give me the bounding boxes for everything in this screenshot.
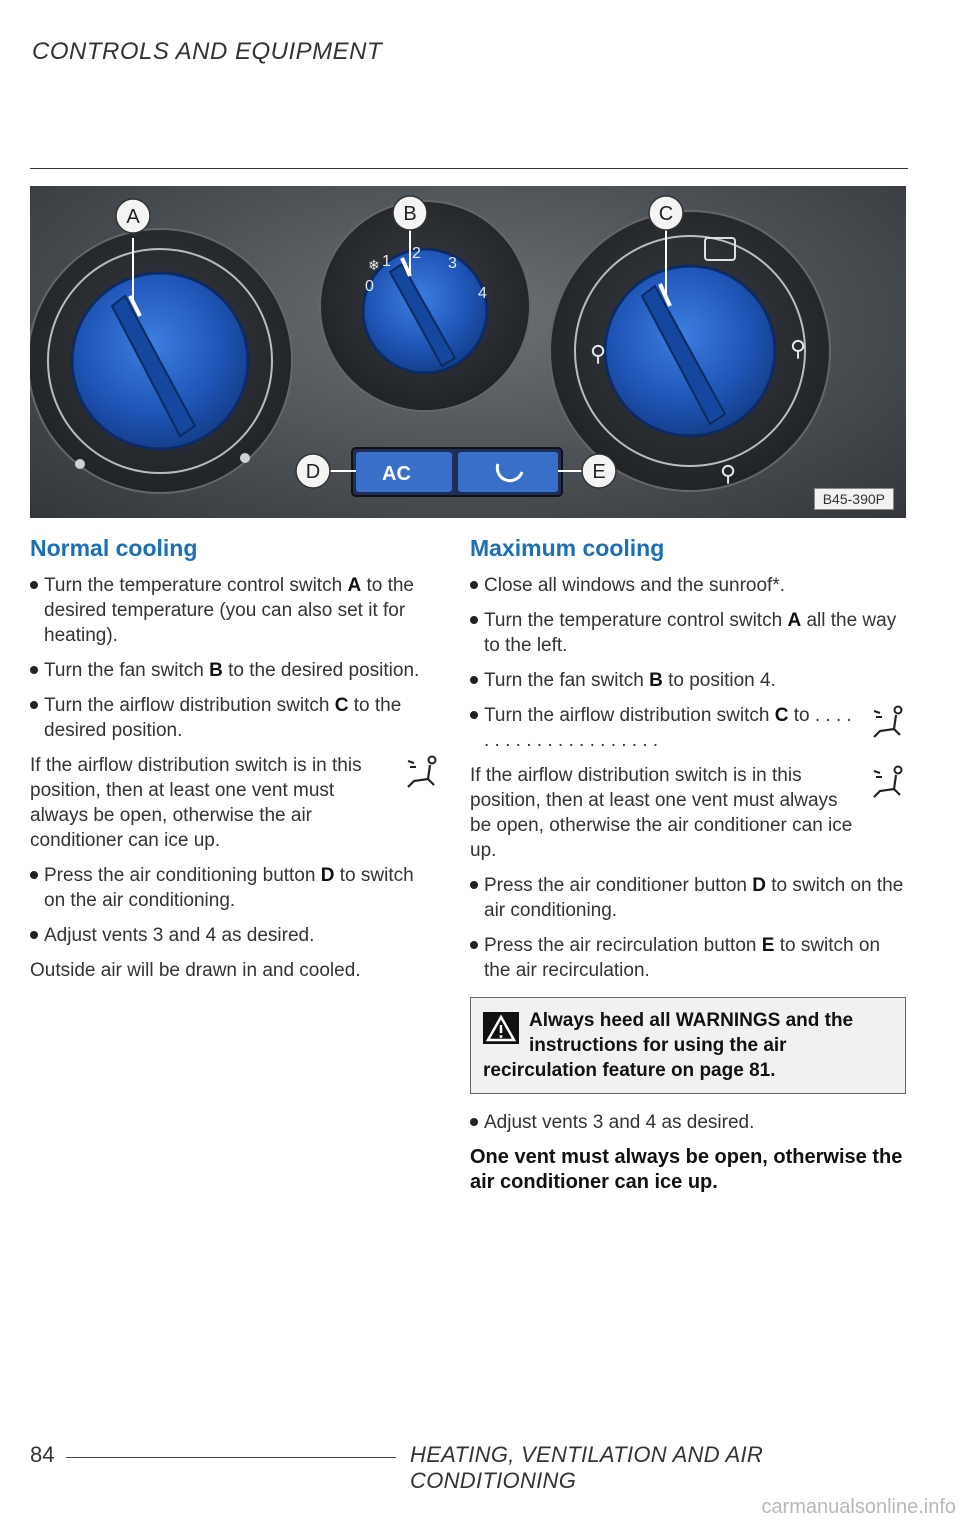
warning-box — [470, 997, 906, 1094]
callout-d — [296, 454, 330, 488]
vent-face-floor-icon: ⚲ — [720, 462, 737, 487]
vent-floor-icon — [870, 705, 906, 739]
airflow-knob-c — [550, 211, 830, 491]
ac-button-panel — [330, 448, 582, 496]
vent-note: If the airflow distribution switch is in this position, then at least one vent must always be open, otherwise the air conditioner can ice up. — [30, 753, 440, 853]
vent-floor-icon — [404, 755, 440, 789]
list-item: Adjust vents 3 and 4 as desired. — [30, 923, 440, 948]
list-item: Press the air conditioner button D to switch on the air conditioning. — [470, 873, 906, 923]
list-item: Turn the temperature control switch A to the desired temperature (you can also set it for heating). — [30, 573, 440, 648]
temperature-knob-a — [30, 229, 292, 493]
callout-b — [393, 196, 427, 230]
snowflake-icon: ❄ — [368, 258, 380, 274]
maximum-cooling-heading: Maximum cooling — [470, 535, 665, 561]
svg-text:C: C — [658, 203, 674, 225]
list-item: Close all windows and the sunroof*. — [470, 573, 906, 598]
list-item: Adjust vents 3 and 4 as desired. — [470, 1110, 906, 1135]
climate-control-figure — [30, 186, 906, 518]
list-item: Turn the airflow distribution switch C to . . . . . . . . . . . . . . . . . . . . . — [470, 703, 906, 753]
fan-scale-1: 1 — [382, 253, 391, 270]
section-title: HEATING, VENTILATION AND AIR CONDITIONING — [410, 1442, 764, 1493]
callout-c — [649, 196, 683, 230]
header-rule — [30, 168, 908, 169]
fan-knob-b — [320, 201, 530, 411]
climate-control-illustration — [30, 186, 906, 518]
normal-cooling-section — [30, 536, 440, 993]
svg-text:A: A — [126, 206, 140, 228]
page-footer — [30, 1442, 910, 1493]
outro-text: Outside air will be drawn in and cooled. — [30, 960, 361, 981]
fan-scale-3: 3 — [448, 255, 457, 272]
list-item: Press the air recirculation button E to switch on the air recirculation. — [470, 933, 906, 983]
vent-floor-icon — [870, 765, 906, 799]
list-item: Turn the temperature control switch A all the way to the left. — [470, 608, 906, 658]
page-number: 84 — [30, 1442, 55, 1467]
svg-text:D: D — [305, 461, 321, 483]
svg-text:E: E — [592, 461, 606, 483]
list-item: Turn the fan switch B to the desired position. — [30, 658, 440, 683]
fan-scale-2: 2 — [412, 245, 421, 262]
vent-note: If the airflow distribution switch is in this position, then at least one vent must always be open, otherwise the air conditioner can ice up. — [470, 763, 906, 863]
figure-code: B45-390P — [814, 488, 894, 510]
warning-text: Always heed all WARNINGS and the instructions for using the air recirculation feature on page 81. — [483, 1010, 854, 1081]
watermark: carmanualsonline.info — [761, 1496, 956, 1518]
footer-rule — [66, 1457, 396, 1458]
normal-cooling-heading: Normal cooling — [30, 535, 198, 561]
callout-a — [116, 199, 150, 233]
fan-scale-0: 0 — [365, 278, 374, 295]
svg-text:B: B — [403, 203, 417, 225]
list-item: Turn the airflow distribution switch C to the desired position. — [30, 693, 440, 743]
page-header: CONTROLS AND EQUIPMENT — [32, 38, 383, 65]
callout-e — [582, 454, 616, 488]
ac-button-label: AC — [382, 463, 411, 485]
fan-scale-4: 4 — [478, 285, 487, 302]
list-item: Press the air conditioning button D to switch on the air conditioning. — [30, 863, 440, 913]
warning-icon — [483, 1012, 519, 1044]
maximum-cooling-section — [470, 536, 906, 1195]
vent-floor-icon: ⚲ — [790, 337, 807, 362]
list-item: Turn the fan switch B to position 4. — [470, 668, 906, 693]
final-warning: One vent must always be open, otherwise the air conditioner can ice up. — [470, 1146, 903, 1193]
vent-face-icon: ⚲ — [590, 342, 607, 367]
